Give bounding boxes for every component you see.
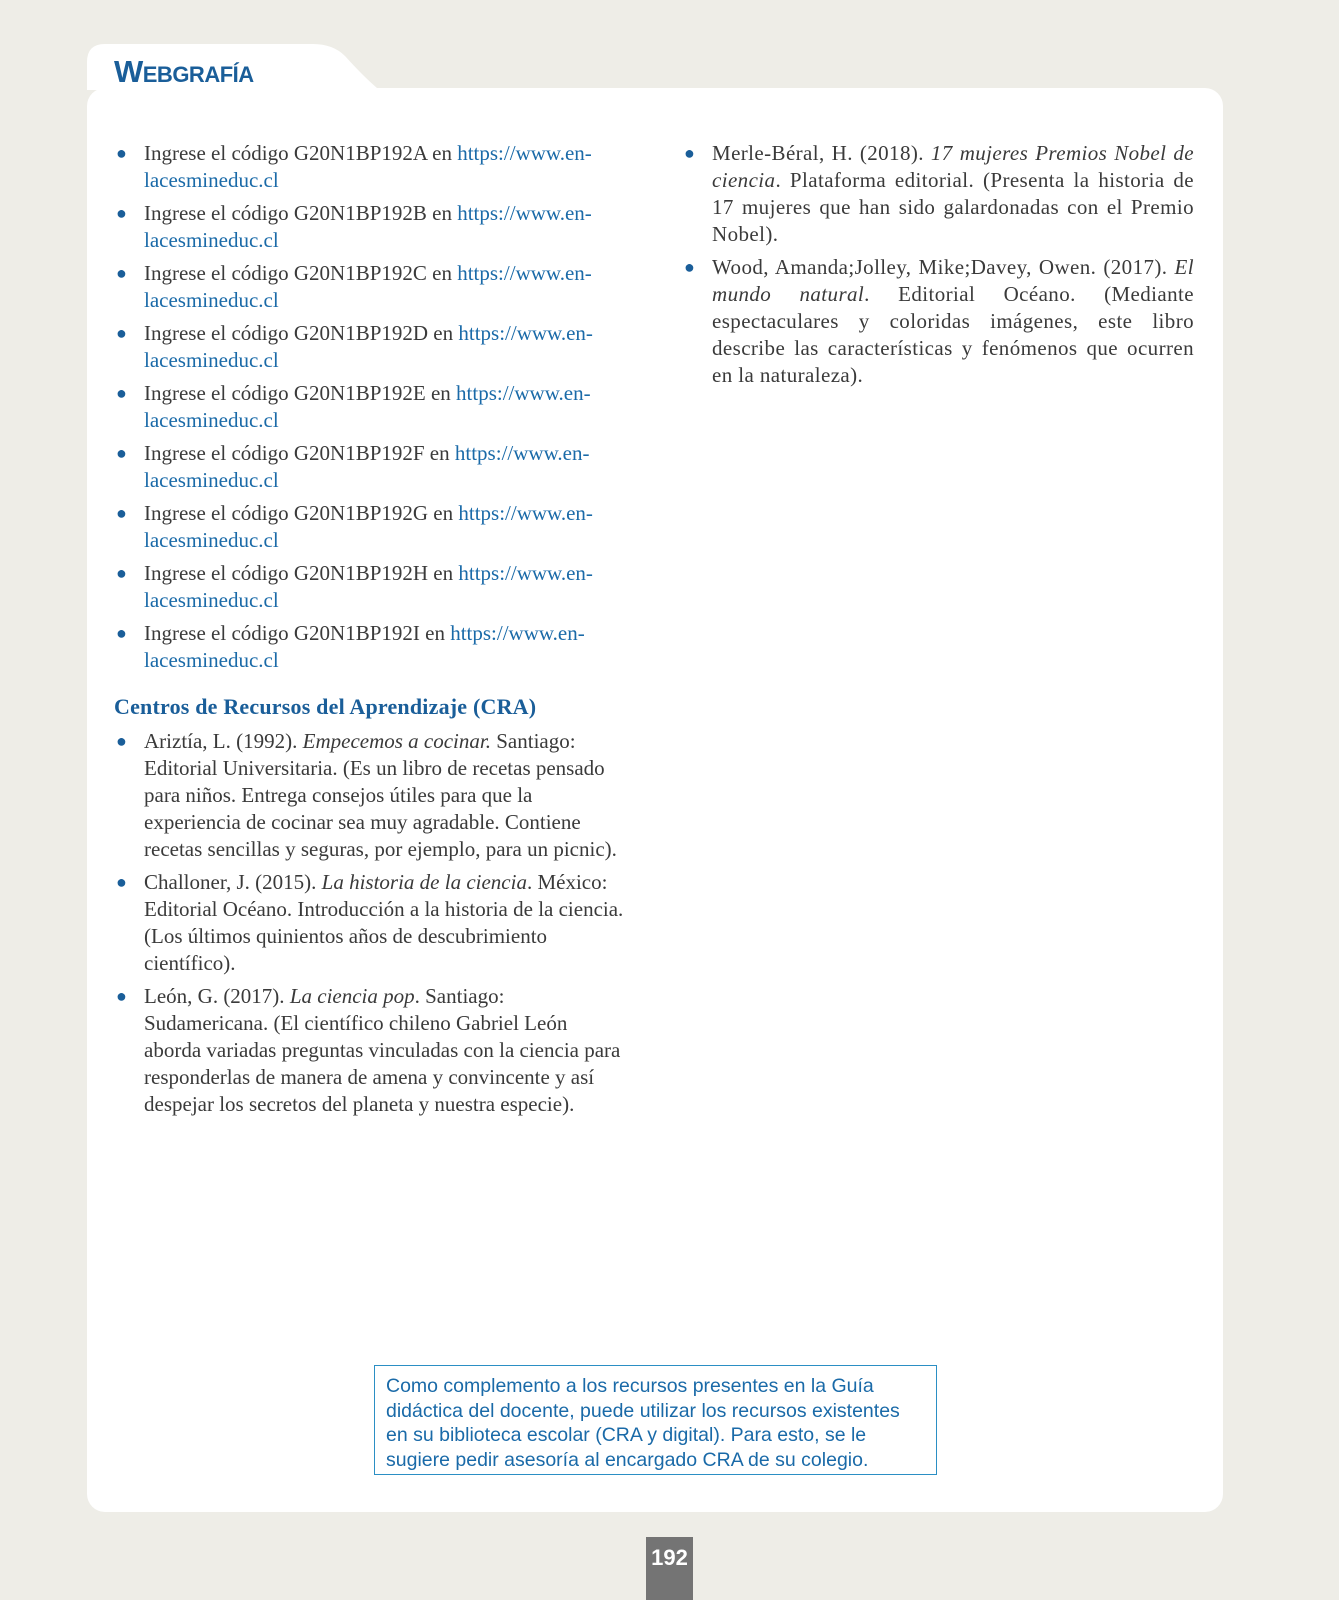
enlaces-link[interactable]: https://www.en- bbox=[457, 261, 592, 285]
list-item: ● Ingrese el código G20N1BP192F en https://www.en- lacesmineduc.cl bbox=[116, 441, 590, 492]
list-item: ● Ingrese el código G20N1BP192A en https://www.en- lacesmineduc.cl bbox=[116, 141, 592, 192]
list-item: ● Ingrese el código G20N1BP192B en https://www.en- lacesmineduc.cl bbox=[116, 201, 592, 252]
enlaces-link[interactable]: lacesmineduc.cl bbox=[144, 408, 279, 432]
enlaces-link[interactable]: https://www.en- bbox=[458, 501, 593, 525]
book-list bbox=[682, 140, 1194, 389]
bullet-icon: ● bbox=[684, 257, 696, 277]
enlaces-link[interactable]: lacesmineduc.cl bbox=[144, 348, 279, 372]
bullet-icon: ● bbox=[116, 986, 127, 1006]
enlaces-link[interactable]: lacesmineduc.cl bbox=[144, 228, 279, 252]
bullet-icon: ● bbox=[116, 872, 127, 892]
bullet-icon: ● bbox=[116, 383, 127, 403]
list-item: ● Ariztía, L. (1992). Empecemos a cocinar. Santiago: Editorial Universitaria. (Es un libro de recetas pensado para niños. Entrega consejos útiles para que la experiencia de cocinar sea muy agradable. Contiene recetas sencillas y seguras, por ejemplo, para un picnic). bbox=[116, 729, 617, 861]
enlaces-link[interactable]: lacesmineduc.cl bbox=[144, 528, 279, 552]
code-list bbox=[114, 140, 626, 674]
bullet-icon: ● bbox=[116, 263, 127, 283]
bullet-icon: ● bbox=[116, 143, 127, 163]
bullet-icon: ● bbox=[116, 323, 127, 343]
bullet-icon: ● bbox=[684, 143, 696, 163]
list-item: ● Ingrese el código G20N1BP192C en https://www.en- lacesmineduc.cl bbox=[116, 261, 592, 312]
list-item: ● Challoner, J. (2015). La historia de la ciencia. México: Editorial Océano. Introducción a la historia de la ciencia. (Los últimos quinientos años de descubrimiento científico). bbox=[116, 870, 624, 975]
enlaces-link[interactable]: https://www.en- bbox=[458, 561, 593, 585]
list-item: ● Ingrese el código G20N1BP192G en https://www.en- lacesmineduc.cl bbox=[116, 501, 593, 552]
enlaces-link[interactable]: lacesmineduc.cl bbox=[144, 168, 279, 192]
list-item: ● Wood, Amanda;Jolley, Mike;Davey, Owen. (2017). El mundo natural. Editorial Océano. (Mediante espectaculares y coloridas imágenes, este libro describe las características y fenómenos que ocurren en la naturaleza). bbox=[684, 255, 1194, 387]
bullet-icon: ● bbox=[116, 203, 127, 223]
cra-note-box: Como complemento a los recursos presentes en la Guía didáctica del docente, puede utilizar los recursos existentes en su biblioteca escolar (CRA y digital). Para esto, se le sugiere pedir asesoría al encargado CRA de su colegio. bbox=[374, 1365, 937, 1475]
bullet-icon: ● bbox=[116, 563, 127, 583]
list-item: ● León, G. (2017). La ciencia pop. Santiago: Sudamericana. (El científico chileno Gabriel León aborda variadas preguntas vinculadas con la ciencia para responderlas de manera de amena y convincente y así despejar los secretos del planeta y nuestra especie). bbox=[116, 984, 621, 1116]
cra-list bbox=[114, 728, 626, 1118]
bullet-icon: ● bbox=[116, 503, 127, 523]
enlaces-link[interactable]: https://www.en- bbox=[458, 321, 593, 345]
left-column bbox=[114, 140, 626, 1124]
bullet-icon: ● bbox=[116, 731, 127, 751]
enlaces-link[interactable]: lacesmineduc.cl bbox=[144, 468, 279, 492]
list-item: ● Ingrese el código G20N1BP192D en https://www.en- lacesmineduc.cl bbox=[116, 321, 593, 372]
bullet-icon: ● bbox=[116, 443, 127, 463]
right-column bbox=[682, 140, 1194, 395]
enlaces-link[interactable]: lacesmineduc.cl bbox=[144, 288, 279, 312]
enlaces-link[interactable]: https://www.en- bbox=[456, 381, 591, 405]
page-title: Webgrafía bbox=[114, 54, 254, 89]
cra-section-title: Centros de Recursos del Aprendizaje (CRA) bbox=[114, 694, 537, 719]
list-item: ● Ingrese el código G20N1BP192H en https://www.en- lacesmineduc.cl bbox=[116, 561, 593, 612]
enlaces-link[interactable]: https://www.en- bbox=[450, 621, 585, 645]
list-item: ● Ingrese el código G20N1BP192I en https://www.en- lacesmineduc.cl bbox=[116, 621, 585, 672]
list-item: ● Ingrese el código G20N1BP192E en https://www.en- lacesmineduc.cl bbox=[116, 381, 591, 432]
enlaces-link[interactable]: https://www.en- bbox=[454, 441, 590, 465]
enlaces-link[interactable]: https://www.en- bbox=[457, 141, 592, 165]
enlaces-link[interactable]: https://www.en- bbox=[457, 201, 592, 225]
enlaces-link[interactable]: lacesmineduc.cl bbox=[144, 648, 279, 672]
page-number: 192 bbox=[646, 1537, 693, 1600]
list-item: ● Merle-Béral, H. (2018). 17 mujeres Premios Nobel de ciencia. Plataforma editorial. (Presenta la historia de 17 mujeres que han sido galardonadas con el Premio Nobel). bbox=[684, 141, 1194, 246]
bullet-icon: ● bbox=[116, 623, 127, 643]
enlaces-link[interactable]: lacesmineduc.cl bbox=[144, 588, 279, 612]
